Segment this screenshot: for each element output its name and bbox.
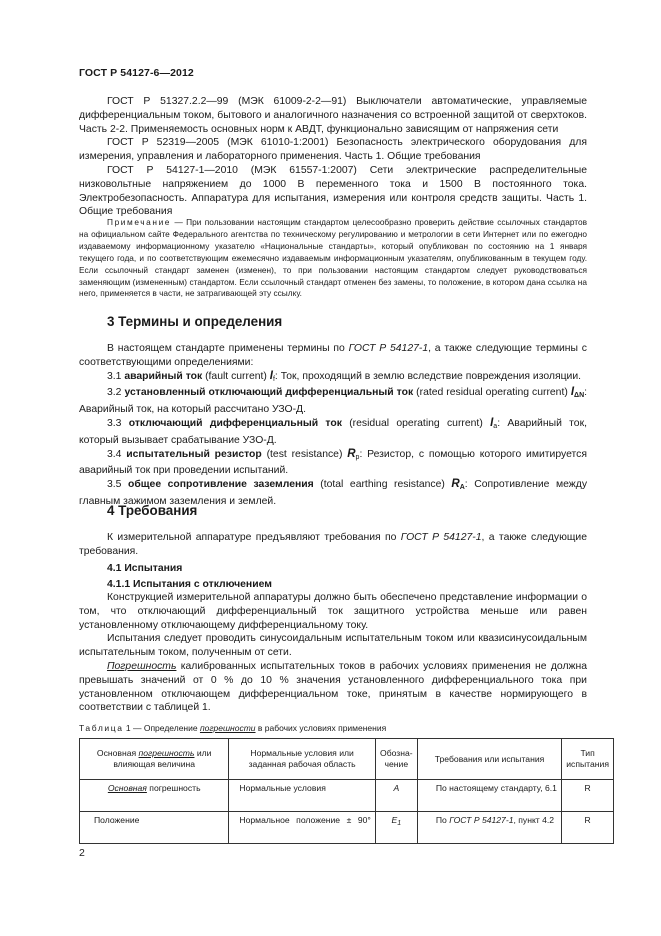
- reference-item: ГОСТ Р 51327.2.2—99 (МЭК 61009-2-2—91) Выключатели автоматические, управляемые дифференциальным током, бытового и аналогичного назначения со встроенной защитой от сверхтоков. Часть 2-2. Применяемость основных норм к АВДТ, функционально зависящим от напряжения сети: [79, 96, 587, 135]
- term-definition: 3.3 отключающий дифференциальный ток (residual operating current) $I_a$: Аварийный ток, который вызывает срабатывание УЗО-Д.: [79, 416, 588, 446]
- table-cell: Основная погрешность: [80, 780, 229, 812]
- term-symbol: I: [490, 416, 494, 429]
- term-definition: 3.4 испытательный резистор (test resistance) $R_p$: Резистор, с помощью которого имитируется аварийный ток при проведении испытаний.: [79, 447, 587, 477]
- term-name: отключающий дифференциальный ток: [128, 417, 342, 429]
- term-definition: 3.1 аварийный ток (fault current) $I_f$: Ток, проходящий в землю вследствие повреждения изоляции.: [107, 369, 582, 383]
- table-caption: Таблица 1 — Определение погрешности в рабочих условиях применения: [79, 723, 387, 733]
- paragraph: Конструкцией измерительной аппаратуры должно быть обеспечено представление информации о том, что отключающий дифференциальный ток защитного устройства меньше или равен установленному отключающему дифференциальному току.: [79, 592, 587, 631]
- document-header: ГОСТ Р 54127-6—2012: [79, 67, 194, 79]
- section-3-title: 3 Термины и определения: [107, 314, 283, 329]
- table-cell: Положение: [80, 812, 229, 844]
- subsection-4-1-1-title: 4.1.1 Испытания с отключением: [107, 579, 272, 590]
- note-text: — При пользовании настоящим стандартом целесообразно проверить действие ссылочных стандартов на официальном сайте Федерального агентства по техническому регулированию и метрологии в сети Интернет или по ежегодно издаваемому информационному указателю «Национальные стандарты», который опубликован по состоянию на 1 января текущего года, и по соответствующим ежемесячно издаваемым информационным указателям, опубликованным в текущем году. Если ссылочный стандарт заменен (изменен), то при пользовании настоящим стандартом следует руководствоваться заменяющим (измененным) стандартом. Если ссылочный стандарт отменен без замены, то положение, в котором дана ссылка на него, применяется в части, не затрагивающей эту ссылку.: [79, 217, 587, 299]
- term-name: испытательный резистор: [126, 448, 262, 460]
- paragraph: Погрешность калиброванных испытательных токов в рабочих условиях применения не должна превышать значений от 0 % до 10 % значения установленного дифференциального тока при установленном отключающем дифференциальном токе, принятым в качестве нормирующего в соответствии с таблицей 1.: [79, 660, 587, 714]
- section-3-body: [79, 342, 587, 509]
- table-header-cell: Основная погрешность или влияющая величина: [80, 739, 229, 780]
- table-cell: R: [562, 780, 614, 812]
- term-name: аварийный ток: [124, 370, 203, 382]
- reference-item: ГОСТ Р 52319—2005 (МЭК 61010-1:2001) Безопасность электрического оборудования для измерения, управления и лабораторного применения. Часть 1. Общие требования: [79, 137, 587, 163]
- paragraph: Испытания следует проводить синусоидальным испытательным током или квазисинусоидальным испытательным током, полученным от сети.: [79, 633, 587, 659]
- term-definition: 3.2 установленный отключающий дифференциальный ток (rated residual operating current) $I_{\Delta N}$: Аварийный ток, на который рассчитано УЗО-Д.: [79, 386, 588, 416]
- table-cell: По ГОСТ Р 54127-1, пункт 4.2: [417, 812, 561, 844]
- page-number: 2: [79, 847, 85, 859]
- section-4-body: [79, 591, 587, 715]
- table-cell: $E_1$: [375, 812, 417, 844]
- note-block: [79, 217, 587, 300]
- note-label: Примечание: [107, 217, 172, 227]
- term-name: установленный отключающий дифференциальный ток: [124, 387, 414, 399]
- table-header-row: [80, 739, 614, 780]
- section-3-intro: В настоящем стандарте применены термины по ГОСТ Р 54127-1, а также следующие термины с соответствующими определениями:: [79, 343, 587, 368]
- table-header-cell: Тип испытания: [562, 739, 614, 780]
- term-symbol: R: [347, 447, 356, 460]
- term-name: общее сопротивление заземления: [128, 479, 314, 491]
- table-header-cell: Нормальные условия или заданная рабочая область: [229, 739, 375, 780]
- table-cell: R: [562, 812, 614, 844]
- subsection-4-1-title: 4.1 Испытания: [107, 563, 183, 574]
- reference-link: ГОСТ Р 54127-1: [348, 343, 429, 354]
- table-cell: Нормальные условия: [229, 780, 375, 812]
- term-symbol: R: [451, 478, 460, 491]
- term-symbol: I: [570, 386, 575, 399]
- section-4-title: 4 Требования: [107, 503, 198, 518]
- term-symbol: I: [269, 369, 273, 382]
- table-header-cell: Требования или испытания: [417, 739, 561, 780]
- reference-item: ГОСТ Р 54127-1—2010 (МЭК 61557-1:2007) Сети электрические распределительные низковольтные напряжением до 1000 В переменного тока и 1500 В постоянного тока. Электробезопасность. Аппаратура для испытания, измерения или контроля средств защиты. Часть 1. Общие требования: [79, 164, 587, 218]
- table-cell: По настоящему стандарту, 6.1: [417, 780, 561, 812]
- table-row: [80, 780, 614, 812]
- table-1: [79, 738, 614, 844]
- table-cell: Нормальное положение ± 90°: [229, 812, 375, 844]
- table-cell: A: [375, 780, 417, 812]
- normative-references: [79, 95, 587, 219]
- term-definition: 3.5 общее сопротивление заземления (total earthing resistance) $R_A$: Сопротивление между главным зажимом заземления и землей.: [79, 478, 588, 507]
- table-row: [80, 812, 614, 844]
- table-header-cell: Обозна-чение: [375, 739, 417, 780]
- section-4-intro: К измерительной аппаратуре предъявляют требования по ГОСТ Р 54127-1, а также следующие требования.: [79, 532, 587, 557]
- reference-link: ГОСТ Р 54127-1: [400, 532, 482, 543]
